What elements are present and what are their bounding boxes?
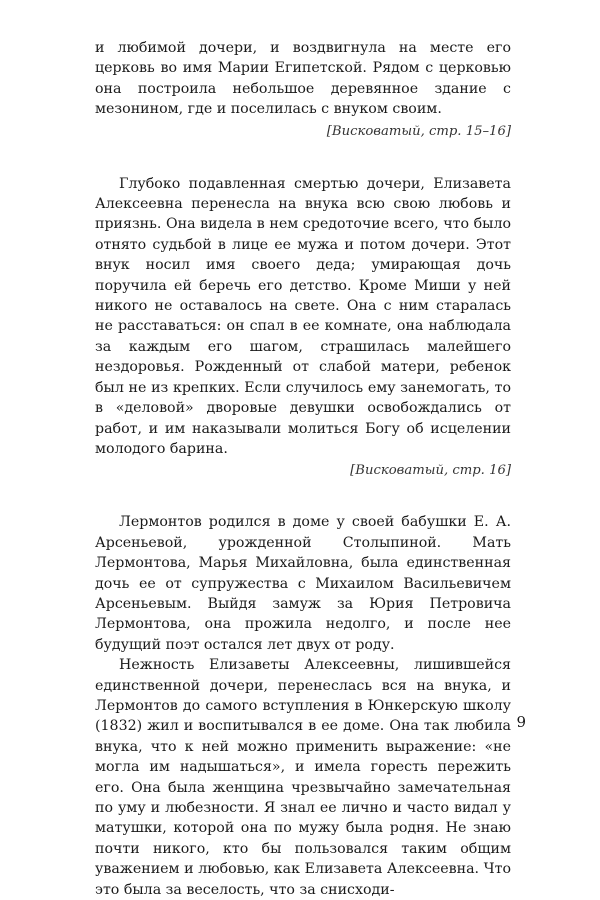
paragraph: Нежность Елизаветы Алексеевны, лишившейся единственной дочери, перенеслась вся на внука, и Лермонтов до самого вступления в Юнкерскую школу (1832) жил и воспитывался в ее доме. Она так любила внука, что к ней можно применить выражение: «не могла им надышаться», и имела горесть пережить его. Она была женщина чрезвычайно замечательная по уму и любезности. Я знал ее лично и часто видал у матушки, которой она по мужу была родня. Не знаю почти никого, кто бы пользовался таким общим уважением и любовью, как Елизавета Алексеевна. Что это была за веселость, что за снисходи- [95, 657, 511, 898]
paragraph: Лермонтов родился в доме у своей бабушки Е. А. Арсеньевой, урожденной Столыпиной. Мать Лермонтова, Марья Михайловна, была единственная дочь ее от супружества с Михаилом Васильевичем Арсеньевым. Выйдя замуж за Юрия Петровича Лермонтова, она прожила недолго, и после нее будущий поэт остался лет двух от роду. [95, 514, 511, 653]
block-spacer [95, 481, 511, 512]
paragraph-continuation: и любимой дочери, и воздвигнула на месте его церковь во имя Марии Египетской. Рядом с церковью она построила небольшое деревянное здание с мезонином, где и поселилась с внуком своим. [95, 40, 511, 118]
page-number: 9 [516, 713, 526, 731]
paragraph: Глубоко подавленная смертью дочери, Елизавета Алексеевна перенесла на внука всю свою любовь и приязнь. Она видела в нем средоточие всего, что было отнято судьбой в лице ее мужа и потом дочери. Этот внук носил имя своего деда; умирающая дочь поручила ей беречь его детство. Кроме Миши у ней никого не оставалось на свете. Она с ним старалась не расставаться: он спал в ее комнате, она наблюдала за каждым его шагом, страшилась малейшего нездоровья. Рожденный от слабой матери, ребенок был не из крепких. Если случилось ему занемогать, то в «деловой» дворовые девушки освобождались от работ, и им наказывали молиться Богу об исцелении молодого барина. [95, 175, 511, 457]
block-spacer [95, 142, 511, 174]
source-citation: [Висковатый, стр. 16] [350, 463, 511, 479]
page-text [95, 38, 511, 900]
source-citation: [Висковатый, стр. 15–16] [326, 123, 511, 139]
